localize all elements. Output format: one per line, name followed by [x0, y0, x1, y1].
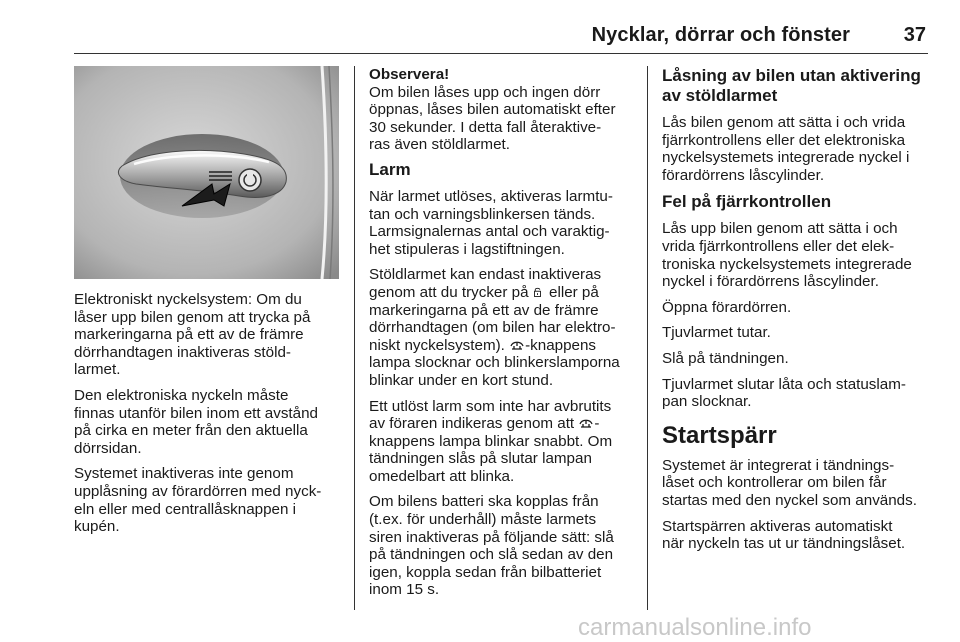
watermark: carmanualsonline.info	[578, 614, 812, 641]
section-heading: Låsning av bilen utan aktivering av stöldlarmet	[662, 66, 921, 105]
section-heading: Fel på fjärrkontrollen	[662, 192, 832, 212]
note	[369, 66, 633, 154]
column-left	[74, 291, 344, 544]
paragraph: Tjuvlarmet tutar.	[662, 324, 771, 342]
paragraph: Öppna förardörren.	[662, 298, 792, 316]
chapter-heading-startsparr: Startspärr	[662, 421, 777, 449]
paragraph: Den elektroniska nyckeln måste finnas utanför bilen inom ett avstånd på cirka en meter från den aktuella dörrsidan.	[74, 386, 318, 457]
paragraph: Lås bilen genom att sätta i och vrida fjärrkontrollens eller det elektroniska nyckelsystemets integrerade nyckel i förardörrens låscylinder.	[662, 114, 910, 184]
door-handle-illustration	[74, 66, 339, 279]
section-heading-larm: Larm	[369, 159, 411, 179]
paragraph: Startspärren aktiveras automatiskt när nyckeln tas ut ur tändningslåset.	[662, 517, 906, 553]
anti-theft-alarm-icon	[509, 338, 525, 352]
paragraph: Systemet är integrerat i tändnings- låset och kontrollerar om bilen får startas med den nyckel som används.	[662, 456, 917, 509]
page-number: 37	[903, 24, 926, 46]
paragraph: Slå på tändningen.	[662, 349, 789, 367]
unlock-icon	[533, 285, 545, 299]
paragraph: Systemet inaktiveras inte genom upplåsning av förardörren med nyck- eln eller med centrallåsknappen i kupén.	[74, 465, 322, 536]
note-title: Observera!	[369, 66, 450, 83]
paragraph: Tjuvlarmet slutar låta och statuslam- pan slocknar.	[662, 375, 906, 411]
column-divider-right	[647, 66, 648, 610]
paragraph: Stöldlarmet kan endast inaktiveras genom att du trycker på eller på markeringarna på ett av de främre dörrhandtagen (om bilen har elektro- niskt nyckelsystem). -knappens lampa slocknar och blinkerslamporna blinkar under en kort stund.	[369, 266, 620, 389]
page-header-title: Nycklar, dörrar och fönster	[591, 24, 850, 46]
paragraph: Om bilens batteri ska kopplas från (t.ex. för underhåll) måste larmets siren inaktiveras på följande sätt: slå på tändningen och slå sedan av den igen, koppla sedan från bilbatteriet inom 15 s.	[369, 493, 614, 599]
header-divider	[74, 53, 928, 54]
column-divider-left	[354, 66, 355, 610]
paragraph: Ett utlöst larm som inte har avbrutits av föraren indikeras genom att - knappens lampa blinkar snabbt. Om tändningen slås på slutar lampan omedelbart att blinka.	[369, 397, 613, 485]
paragraph: Elektroniskt nyckelsystem: Om du låser upp bilen genom att trycka på markeringarna på ett av de främre dörrhandtagen inaktiveras stöld- larmet.	[74, 291, 311, 379]
column-right	[662, 66, 928, 561]
note-text: Om bilen låses upp och ingen dörr öppnas, låses bilen automatiskt efter 30 sekunder. I detta fall återaktive- ras även stöldlarmet.	[369, 83, 616, 154]
paragraph: Lås upp bilen genom att sätta i och vrida fjärrkontrollens eller det elek- troniska nyckelsystemets integrerade nyckel i förardörrens låscylinder.	[662, 220, 912, 291]
anti-theft-alarm-icon	[578, 416, 594, 430]
paragraph: När larmet utlöses, aktiveras larmtu- tan och varningsblinkersen tänds. Larmsignalernas antal och varaktig- het stipuleras i lagstiftningen.	[369, 187, 613, 258]
column-middle	[369, 66, 633, 607]
